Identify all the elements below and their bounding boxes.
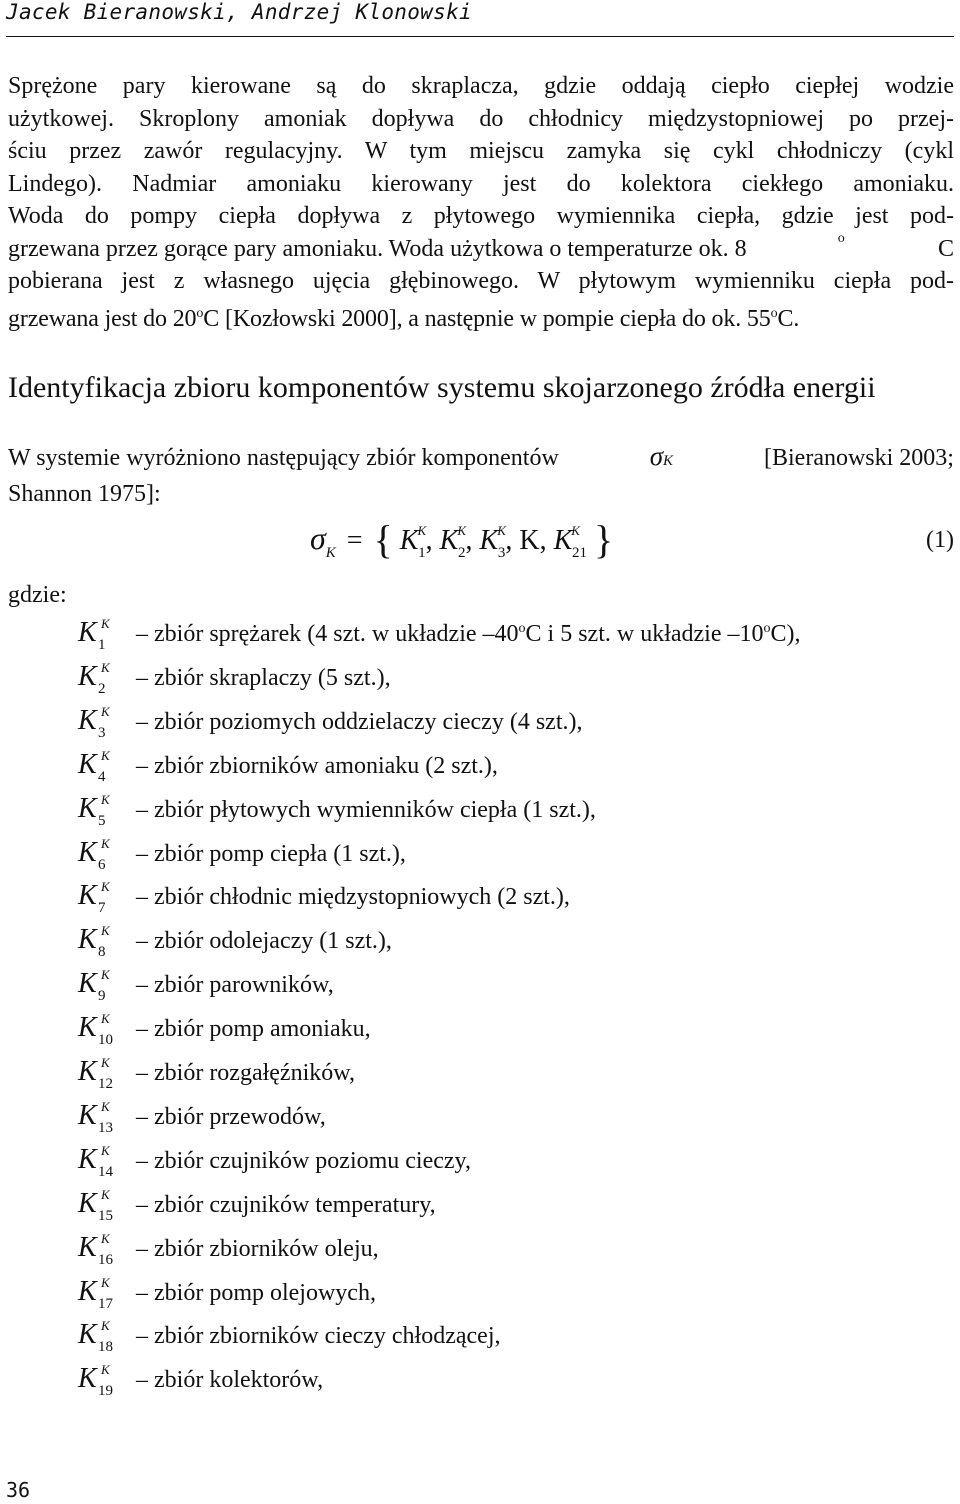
definition-item xyxy=(78,1230,948,1274)
line-text: [Bieranowski 2003; xyxy=(764,445,954,471)
formula-ellipsis: K xyxy=(519,525,540,556)
definition-item xyxy=(78,1274,948,1318)
component-set-symbol xyxy=(78,659,142,703)
symbol-base: K xyxy=(78,1056,97,1087)
definition-item xyxy=(78,1098,948,1142)
formula-close-brace: } xyxy=(593,517,614,562)
definition-item xyxy=(78,747,948,791)
degree-sup: o xyxy=(770,305,778,321)
component-set-symbol xyxy=(78,1317,142,1361)
line-text: grzewana przez gorące pary amoniaku. Woda użytkowa o temperaturze ok. 8 xyxy=(8,235,747,262)
symbol-superscript: K xyxy=(101,1274,110,1290)
degree-sup: o xyxy=(518,621,526,636)
symbol-base: K xyxy=(78,1099,97,1131)
running-head-authors: Jacek Bieranowski, Andrzej Klonowski xyxy=(6,0,472,24)
definition-text: – zbiór pomp olejowych, xyxy=(136,1279,376,1306)
definition-text: – zbiór czujników temperatury, xyxy=(136,1191,436,1218)
paragraph-line: Lindego). Nadmiar amoniaku kierowany jest do kolektora ciekłego amoniaku. xyxy=(8,170,954,197)
component-set-symbol xyxy=(78,966,142,1010)
symbol-superscript: K xyxy=(101,791,110,807)
symbol-subscript: 17 xyxy=(98,1295,113,1312)
equation-1: $\sigma_K$ = { $K^K_1$, $K^K_2$, $K^K_3$, K, $K^K_{21}$ } xyxy=(310,517,614,562)
symbol-subscript: 19 xyxy=(98,1383,113,1400)
symbol-subscript: 15 xyxy=(98,1207,113,1224)
paragraph-line: użytkowej. Skroplony amoniak dopływa do chłodnicy międzystopniowej po przej- xyxy=(8,105,954,132)
equation-number: (1) xyxy=(926,527,954,553)
symbol-base: K xyxy=(78,924,97,956)
sigma-symbol: σK xyxy=(649,441,674,471)
paragraph-line: ściu przez zawór regulacyjny. W tym miejscu zamyka się cykl chłodniczy (cykl xyxy=(8,138,954,164)
definition-item xyxy=(78,878,948,922)
symbol-base: K xyxy=(78,1187,97,1219)
definition-item xyxy=(78,1317,948,1361)
symbol-superscript: K xyxy=(101,1186,110,1202)
formula-open-brace: { xyxy=(373,517,393,562)
symbol-superscript: K xyxy=(101,923,110,939)
symbol-subscript: 8 xyxy=(98,944,106,961)
definition-text: – zbiór poziomych oddzielaczy cieczy (4 szt.), xyxy=(136,708,583,735)
component-set-symbol xyxy=(78,791,142,835)
symbol-superscript: K xyxy=(101,616,110,631)
paragraph-components xyxy=(8,440,954,510)
symbol-subscript: 4 xyxy=(98,768,106,785)
symbol-subscript: 14 xyxy=(98,1163,113,1180)
paragraph-line: Woda do pompy ciepła dopływa z płytowego wymiennika ciepła, gdzie jest pod- xyxy=(8,203,954,229)
degree-sup: o xyxy=(196,305,204,321)
symbol-subscript: 2 xyxy=(98,680,106,697)
definition-item xyxy=(78,1054,948,1098)
symbol-subscript: 9 xyxy=(98,988,106,1005)
component-set-symbol xyxy=(78,1230,142,1274)
symbol-superscript: K xyxy=(101,1011,110,1027)
formula-sigma-sub: K xyxy=(325,545,336,561)
symbol-base: K xyxy=(78,792,97,824)
component-set-symbol xyxy=(78,1274,142,1318)
component-set-symbol xyxy=(78,1010,142,1054)
component-set-symbol xyxy=(78,1361,142,1405)
symbol-base: K xyxy=(78,1143,97,1175)
definition-text: – zbiór pomp amoniaku, xyxy=(136,1016,371,1043)
definition-text: – zbiór pomp ciepła (1 szt.), xyxy=(136,840,406,867)
symbol-subscript: 7 xyxy=(98,900,106,917)
definition-text: – zbiór skraplaczy (5 szt.), xyxy=(136,664,391,691)
component-set-symbol xyxy=(78,747,142,791)
definition-text-part: C), xyxy=(770,621,801,647)
symbol-base: K xyxy=(78,1363,97,1395)
line-text: C. xyxy=(777,305,800,332)
symbol-subscript: 18 xyxy=(98,1339,113,1356)
symbol-base: K xyxy=(78,880,97,912)
paragraph-line xyxy=(8,440,954,478)
symbol-base: K xyxy=(78,1319,97,1351)
symbol-base: K xyxy=(78,748,97,780)
symbol-superscript: K xyxy=(101,1098,110,1114)
component-set-symbol xyxy=(78,1054,142,1098)
page-number: 36 xyxy=(6,1478,31,1502)
component-set-symbol xyxy=(78,1098,142,1142)
component-set-symbol xyxy=(78,835,142,879)
definition-item xyxy=(78,1186,948,1230)
definition-text: – zbiór odolejaczy (1 szt.), xyxy=(136,928,392,955)
definition-text: – zbiór chłodnic międzystopniowych (2 szt.), xyxy=(136,884,570,911)
symbol-base: K xyxy=(78,660,97,692)
definition-text xyxy=(136,621,801,648)
symbol-superscript: K xyxy=(101,967,110,983)
component-set-symbol xyxy=(78,922,142,966)
definition-text: – zbiór zbiorników cieczy chłodzącej, xyxy=(136,1323,501,1350)
symbol-superscript: K xyxy=(101,747,110,763)
formula-term: $K^K_3$ xyxy=(479,523,506,561)
symbol-subscript: 5 xyxy=(98,812,106,829)
component-set-symbol xyxy=(78,1142,142,1186)
component-set-symbol xyxy=(78,878,142,922)
symbol-superscript: K xyxy=(101,1230,110,1246)
formula-term: $K^K_2$ xyxy=(439,523,467,561)
symbol-base: K xyxy=(78,1275,97,1307)
symbol-superscript: K xyxy=(101,1362,110,1378)
definition-item xyxy=(78,922,948,966)
paragraph-line xyxy=(8,230,954,266)
definition-item xyxy=(78,615,948,659)
definition-text: – zbiór przewodów, xyxy=(136,1103,326,1130)
symbol-base: K xyxy=(78,836,97,868)
definition-item xyxy=(78,1010,948,1054)
symbol-subscript: 6 xyxy=(98,856,106,873)
component-set-symbol xyxy=(78,1186,142,1230)
where-label: gdzie: xyxy=(8,582,67,608)
component-set-symbol xyxy=(78,703,142,747)
symbol-superscript: K xyxy=(101,879,110,895)
paragraph-intro xyxy=(8,70,954,335)
symbol-subscript: 16 xyxy=(98,1251,113,1268)
symbol-superscript: K xyxy=(101,1055,110,1070)
definition-item xyxy=(78,703,948,747)
symbol-subscript: 12 xyxy=(98,1076,113,1092)
symbol-superscript: K xyxy=(101,835,110,851)
definition-item xyxy=(78,966,948,1010)
paragraph-line: Sprężone pary kierowane są do skraplacza, gdzie oddają ciepło ciepłej wodzie xyxy=(8,73,954,99)
symbol-base: K xyxy=(78,1231,97,1263)
definition-item xyxy=(78,791,948,835)
symbol-subscript: 13 xyxy=(98,1119,113,1136)
paragraph-line: pobierana jest z własnego ujęcia głębinowego. W płytowym wymienniku ciepła pod- xyxy=(8,268,954,294)
header-divider xyxy=(6,36,954,37)
formula-equals: = xyxy=(346,525,363,556)
definition-text: – zbiór czujników poziomu cieczy, xyxy=(136,1147,471,1174)
symbol-base: K xyxy=(78,617,97,648)
symbol-base: K xyxy=(78,968,97,1000)
definition-item xyxy=(78,1142,948,1186)
definition-text: – zbiór rozgałęźników, xyxy=(136,1060,356,1086)
component-set-symbol xyxy=(78,615,142,659)
symbol-base: K xyxy=(78,1012,97,1044)
definition-item xyxy=(78,835,948,879)
formula-term: $K^K_1$ xyxy=(399,523,427,561)
paragraph-line: Shannon 1975]: xyxy=(8,480,161,507)
symbol-superscript: K xyxy=(101,659,110,675)
definition-text: – zbiór kolektorów, xyxy=(136,1367,324,1394)
definition-text-part: – zbiór sprężarek (4 szt. w układzie –40 xyxy=(136,621,519,647)
section-heading: Identyfikacja zbioru komponentów systemu skojarzonego źródła energii xyxy=(8,371,876,404)
symbol-subscript: 1 xyxy=(98,637,106,653)
definition-text: – zbiór zbiorników amoniaku (2 szt.), xyxy=(136,752,498,779)
line-text: W systemie wyróżniono następujący zbiór komponentów xyxy=(8,445,559,471)
symbol-subscript: 10 xyxy=(98,1032,113,1049)
line-text: C xyxy=(937,235,954,262)
formula-sigma: σ xyxy=(310,520,326,556)
line-text: grzewana jest do 20 xyxy=(8,305,197,332)
paragraph-line xyxy=(8,298,954,336)
degree-sup: o xyxy=(763,621,771,636)
formula-term: $K^K_{21}$ xyxy=(553,523,587,561)
symbol-superscript: K xyxy=(101,1318,110,1334)
degree-sup: o xyxy=(837,230,845,246)
definition-text: – zbiór zbiorników oleju, xyxy=(136,1235,379,1262)
definition-item xyxy=(78,659,948,703)
symbol-subscript: 3 xyxy=(98,724,106,741)
line-text: C [Kozłowski 2000], a następnie w pompie ciepła do ok. 55 xyxy=(203,305,771,332)
definition-text: – zbiór płytowych wymienników ciepła (1 szt.), xyxy=(136,796,596,823)
symbol-superscript: K xyxy=(101,703,110,719)
symbol-base: K xyxy=(78,704,97,736)
definition-text-part: C i 5 szt. w układzie –10 xyxy=(525,621,764,647)
symbol-superscript: K xyxy=(101,1142,110,1158)
definition-text: – zbiór parowników, xyxy=(136,972,334,999)
definition-item xyxy=(78,1361,948,1405)
